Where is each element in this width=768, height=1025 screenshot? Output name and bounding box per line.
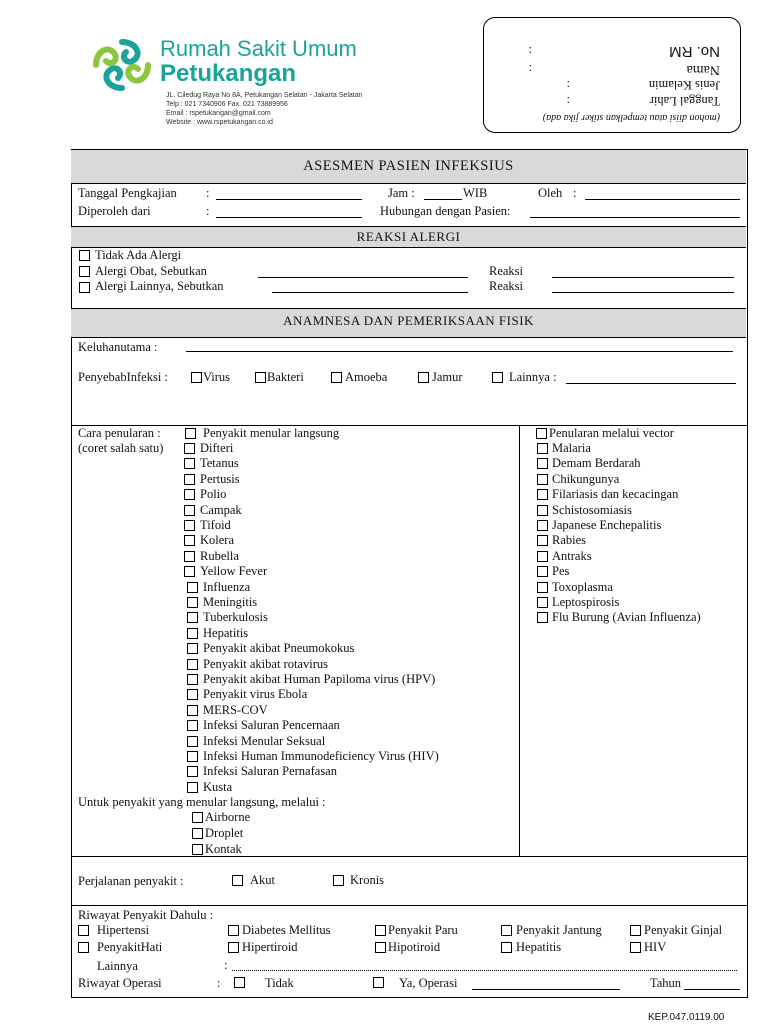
vector-demam-berdarah-label: Demam Berdarah — [552, 456, 641, 471]
jam-field[interactable] — [424, 199, 462, 200]
alergi-lainnya-field[interactable] — [272, 292, 468, 293]
penyebab-virus-label: Virus — [203, 370, 231, 384]
vector-rabies-label: Rabies — [552, 533, 587, 548]
alergi-obat-label: Alergi Obat, Sebutkan — [95, 264, 207, 278]
riwayat-penyakithati-label: PenyakitHati — [97, 940, 163, 954]
riwayat-hiv-label: HIV — [644, 940, 667, 954]
oleh-colon: : — [573, 186, 577, 200]
patient-box-note: (mohon diisi atau tempelkan stiker jika ada) — [542, 112, 720, 123]
riwayat-diabetes-mellitus-checkbox[interactable] — [228, 925, 239, 936]
hospital-name-line2: Petukangan — [160, 60, 297, 87]
reaksi-lainnya-field[interactable] — [552, 292, 734, 293]
logo-emblem-icon — [92, 38, 152, 92]
anamnesa-header: ANAMNESA DAN PEMERIKSAAN FISIK — [71, 308, 746, 338]
riwayat-hipertiroid-checkbox[interactable] — [228, 942, 239, 953]
alergi-lainnya-label: Alergi Lainnya, Sebutkan — [95, 279, 224, 293]
disease-influenza-checkbox[interactable] — [187, 582, 198, 593]
vector-toxoplasma-label: Toxoplasma — [552, 579, 613, 594]
menular-langsung-checkbox[interactable] — [185, 428, 196, 439]
disease-yellow-fever-label: Yellow Fever — [200, 564, 268, 579]
oleh-field[interactable] — [585, 199, 740, 200]
penyebab-jamur-label: Jamur — [432, 370, 463, 384]
jenis-kelamin-colon: : — [566, 78, 570, 92]
riwayat-hipertensi-checkbox[interactable] — [78, 925, 89, 936]
disease-penyakit-akibat-pneumokokus-checkbox[interactable] — [187, 643, 198, 654]
riwayat-penyakit-ginjal-label: Penyakit Ginjal — [644, 923, 723, 937]
disease-kolera-label: Kolera — [200, 533, 235, 548]
disease-penyakit-virus-ebola-checkbox[interactable] — [187, 689, 198, 700]
disease-campak-label: Campak — [200, 502, 242, 517]
disease-mers-cov-label: MERS-COV — [203, 702, 268, 717]
disease-kusta-label: Kusta — [203, 779, 233, 794]
via-droplet-checkbox[interactable] — [192, 828, 203, 839]
cara-penularan-sublabel: (coret salah satu) — [78, 441, 164, 455]
alergi-obat-checkbox[interactable] — [79, 266, 90, 277]
vector-filariasis-dan-kecacingan-label: Filariasis dan kecacingan — [552, 487, 679, 502]
riwayat-hipertensi-label: Hipertensi — [97, 923, 150, 937]
keluhan-utama-label: Keluhanutama : — [78, 340, 158, 354]
reaksi-obat-field[interactable] — [552, 277, 734, 278]
vector-antraks-label: Antraks — [552, 548, 592, 563]
disease-penyakit-akibat-human-papiloma-virus-hpv-label: Penyakit akibat Human Papiloma virus (HPV) — [203, 672, 436, 686]
riwayat-hipotiroid-label: Hipotiroid — [388, 940, 441, 954]
riwayat-penyakithati-checkbox[interactable] — [78, 942, 89, 953]
hospital-email: Email : rspetukangan@gmail.com — [166, 110, 271, 117]
vector-leptospirosis-checkbox[interactable] — [537, 597, 548, 608]
vector-malaria-checkbox[interactable] — [537, 443, 548, 454]
operasi-ya-checkbox[interactable] — [373, 977, 384, 988]
oleh-label: Oleh — [538, 186, 563, 200]
operasi-tidak-checkbox[interactable] — [234, 977, 245, 988]
riwayat-hepatitis-checkbox[interactable] — [501, 942, 512, 953]
penyebab-amoeba-checkbox[interactable] — [331, 372, 342, 383]
riwayat-lainnya-colon: : — [224, 958, 228, 972]
riwayat-penyakit-paru-checkbox[interactable] — [375, 925, 386, 936]
disease-pertusis-checkbox[interactable] — [184, 474, 195, 485]
patient-identity-box — [483, 17, 741, 133]
jam-label: Jam : — [388, 186, 415, 200]
via-kontak-checkbox[interactable] — [192, 844, 203, 855]
no-rm-label: No. RM — [669, 43, 720, 60]
riwayat-penyakit-jantung-checkbox[interactable] — [501, 925, 512, 936]
penyebab-jamur-checkbox[interactable] — [418, 372, 429, 383]
disease-kusta-checkbox[interactable] — [187, 782, 198, 793]
riwayat-diabetes-mellitus-label: Diabetes Mellitus — [242, 923, 331, 937]
reaksi-obat-label: Reaksi — [489, 264, 524, 278]
penyebab-amoeba-label: Amoeba — [345, 370, 388, 384]
penyebab-lainnya-label: Lainnya : — [509, 370, 557, 384]
penularan-column-divider — [519, 425, 520, 856]
form-code: KEP.047.0119.00 — [648, 1012, 725, 1023]
disease-difteri-label: Difteri — [200, 441, 234, 455]
penyebab-bakteri-checkbox[interactable] — [255, 372, 266, 383]
operasi-tidak-label: Tidak — [265, 976, 294, 990]
riwayat-hiv-checkbox[interactable] — [630, 942, 641, 953]
disease-penyakit-akibat-rotavirus-label: Penyakit akibat rotavirus — [203, 656, 328, 671]
vector-malaria-label: Malaria — [552, 441, 591, 455]
disease-kolera-checkbox[interactable] — [184, 535, 195, 546]
kronis-checkbox[interactable] — [333, 875, 344, 886]
disease-difteri-checkbox[interactable] — [184, 443, 195, 454]
vector-japanese-enchepalitis-checkbox[interactable] — [537, 520, 548, 531]
hospital-website: Website : www.rspetukangan.co.id — [166, 119, 273, 126]
riwayat-lainnya-field[interactable] — [232, 970, 737, 971]
alergi-lainnya-checkbox[interactable] — [79, 282, 90, 293]
vector-chikungunya-checkbox[interactable] — [537, 474, 548, 485]
wib-label: WIB — [463, 186, 488, 200]
cara-penularan-label: Cara penularan : — [78, 426, 161, 440]
penyebab-virus-checkbox[interactable] — [191, 372, 202, 383]
jenis-kelamin-label: Jenis Kelamin — [648, 78, 720, 92]
vector-toxoplasma-checkbox[interactable] — [537, 582, 548, 593]
riwayat-operasi-colon: : — [217, 976, 221, 990]
disease-tuberkulosis-checkbox[interactable] — [187, 612, 198, 623]
disease-infeksi-saluran-pernafasan-checkbox[interactable] — [187, 766, 198, 777]
tanggal-lahir-label: Tanggal Lahir — [649, 94, 720, 108]
diperoleh-label: Diperoleh dari — [78, 204, 151, 218]
hospital-logo — [92, 38, 152, 92]
reaksi-lainnya-label: Reaksi — [489, 279, 524, 293]
disease-campak-checkbox[interactable] — [184, 505, 195, 516]
hospital-name-line1: Rumah Sakit Umum — [160, 36, 357, 61]
via-kontak-label: Kontak — [205, 842, 242, 856]
disease-tetanus-label: Tetanus — [200, 456, 239, 471]
keluhan-utama-field[interactable] — [186, 351, 733, 352]
vector-demam-berdarah-checkbox[interactable] — [537, 458, 548, 469]
disease-penyakit-akibat-human-papiloma-virus-hpv-checkbox[interactable] — [187, 674, 198, 685]
vector-filariasis-dan-kecacingan-checkbox[interactable] — [537, 489, 548, 500]
hospital-phone: Telp : 021 7340906 Fax. 021 73889956 — [166, 101, 288, 108]
riwayat-operasi-label: Riwayat Operasi — [78, 976, 162, 990]
vector-flu-burung-avian-influenza-checkbox[interactable] — [537, 612, 548, 623]
vector-leptospirosis-label: Leptospirosis — [552, 595, 620, 609]
tanggal-pengkajian-field[interactable] — [216, 199, 362, 200]
vector-pes-label: Pes — [552, 564, 570, 579]
disease-infeksi-human-immunodeficiency-virus-hiv-checkbox[interactable] — [187, 751, 198, 762]
melalui-label: Untuk penyakit yang menular langsung, melalui : — [78, 795, 326, 809]
vector-checkbox[interactable] — [536, 428, 547, 439]
disease-mers-cov-checkbox[interactable] — [187, 705, 198, 716]
disease-infeksi-human-immunodeficiency-virus-hiv-label: Infeksi Human Immunodeficiency Virus (HIV) — [203, 749, 439, 763]
form-title: ASESMEN PASIEN INFEKSIUS — [71, 149, 746, 184]
reaksi-alergi-header: REAKSI ALERGI — [71, 226, 746, 248]
disease-influenza-label: Influenza — [203, 579, 251, 594]
kronis-label: Kronis — [350, 873, 385, 887]
tanggal-pengkajian-label: Tanggal Pengkajian — [78, 186, 177, 200]
disease-infeksi-saluran-pernafasan-label: Infeksi Saluran Pernafasan — [203, 764, 337, 779]
akut-label: Akut — [250, 873, 275, 887]
riwayat-penyakit-jantung-label: Penyakit Jantung — [516, 923, 602, 937]
vector-chikungunya-label: Chikungunya — [552, 471, 620, 486]
riwayat-hipertiroid-label: Hipertiroid — [242, 940, 298, 954]
via-airborne-label: Airborne — [205, 810, 251, 824]
disease-infeksi-menular-seksual-checkbox[interactable] — [187, 736, 198, 747]
operasi-tahun-label: Tahun — [650, 976, 682, 990]
disease-tifoid-checkbox[interactable] — [184, 520, 195, 531]
vector-japanese-enchepalitis-label: Japanese Enchepalitis — [552, 518, 662, 532]
riwayat-penyakit-ginjal-checkbox[interactable] — [630, 925, 641, 936]
disease-pertusis-label: Pertusis — [200, 471, 240, 486]
riwayat-label: Riwayat Penyakit Dahulu : — [78, 908, 214, 922]
disease-tetanus-checkbox[interactable] — [184, 458, 195, 469]
tanggal-colon: : — [206, 186, 210, 200]
disease-yellow-fever-checkbox[interactable] — [184, 566, 195, 577]
disease-tuberkulosis-label: Tuberkulosis — [203, 610, 268, 625]
disease-penyakit-virus-ebola-label: Penyakit virus Ebola — [203, 687, 308, 702]
vector-schistosomiasis-label: Schistosomiasis — [552, 502, 632, 517]
disease-hepatitis-label: Hepatitis — [203, 625, 249, 640]
alergi-obat-field[interactable] — [258, 277, 468, 278]
disease-infeksi-menular-seksual-label: Infeksi Menular Seksual — [203, 733, 326, 748]
disease-tifoid-label: Tifoid — [200, 518, 231, 532]
disease-infeksi-saluran-pencernaan-label: Infeksi Saluran Pencernaan — [203, 718, 340, 733]
perjalanan-top-divider — [71, 856, 747, 857]
menular-langsung-label: Penyakit menular langsung — [203, 426, 340, 440]
operasi-nama-field[interactable] — [472, 989, 620, 990]
tidak-ada-alergi-label: Tidak Ada Alergi — [95, 248, 182, 262]
penyebab-lainnya-checkbox[interactable] — [492, 372, 503, 383]
vector-schistosomiasis-checkbox[interactable] — [537, 505, 548, 516]
akut-checkbox[interactable] — [232, 875, 243, 886]
via-droplet-label: Droplet — [205, 826, 244, 840]
riwayat-hipotiroid-checkbox[interactable] — [375, 942, 386, 953]
nama-label: Nama — [686, 62, 720, 77]
riwayat-top-divider — [71, 905, 747, 906]
penyebab-bakteri-label: Bakteri — [267, 370, 304, 384]
tanggal-lahir-colon: : — [566, 94, 570, 108]
disease-hepatitis-checkbox[interactable] — [187, 628, 198, 639]
diperoleh-field[interactable] — [216, 217, 362, 218]
vector-rabies-checkbox[interactable] — [537, 535, 548, 546]
no-rm-colon: : — [528, 44, 532, 58]
disease-polio-label: Polio — [200, 487, 227, 502]
penyebab-infeksi-label: PenyebabInfeksi : — [78, 370, 168, 384]
vector-flu-burung-avian-influenza-label: Flu Burung (Avian Influenza) — [552, 610, 701, 625]
disease-infeksi-saluran-pencernaan-checkbox[interactable] — [187, 720, 198, 731]
penyebab-lainnya-field[interactable] — [566, 383, 736, 384]
hospital-address: JL. Ciledug Raya No 8A, Petukangan Selatan - Jakarta Selatan — [166, 92, 363, 99]
perjalanan-label: Perjalanan penyakit : — [78, 874, 184, 888]
nama-colon: : — [528, 62, 532, 76]
disease-penyakit-akibat-rotavirus-checkbox[interactable] — [187, 659, 198, 670]
tidak-ada-alergi-checkbox[interactable] — [79, 250, 90, 261]
disease-meningitis-label: Meningitis — [203, 595, 258, 609]
riwayat-lainnya-label: Lainnya — [97, 959, 138, 973]
hubungan-label: Hubungan dengan Pasien: — [380, 204, 511, 218]
vector-label: Penularan melalui vector — [549, 426, 674, 440]
disease-meningitis-checkbox[interactable] — [187, 597, 198, 608]
riwayat-penyakit-paru-label: Penyakit Paru — [388, 923, 458, 937]
hubungan-field[interactable] — [530, 217, 740, 218]
disease-rubella-label: Rubella — [200, 548, 239, 563]
vector-antraks-checkbox[interactable] — [537, 551, 548, 562]
operasi-ya-label: Ya, Operasi — [399, 976, 458, 990]
vector-pes-checkbox[interactable] — [537, 566, 548, 577]
disease-polio-checkbox[interactable] — [184, 489, 195, 500]
disease-rubella-checkbox[interactable] — [184, 551, 195, 562]
riwayat-hepatitis-label: Hepatitis — [516, 940, 562, 954]
disease-penyakit-akibat-pneumokokus-label: Penyakit akibat Pneumokokus — [203, 641, 355, 656]
diperoleh-colon: : — [206, 204, 210, 218]
via-airborne-checkbox[interactable] — [192, 812, 203, 823]
operasi-tahun-field[interactable] — [684, 989, 740, 990]
